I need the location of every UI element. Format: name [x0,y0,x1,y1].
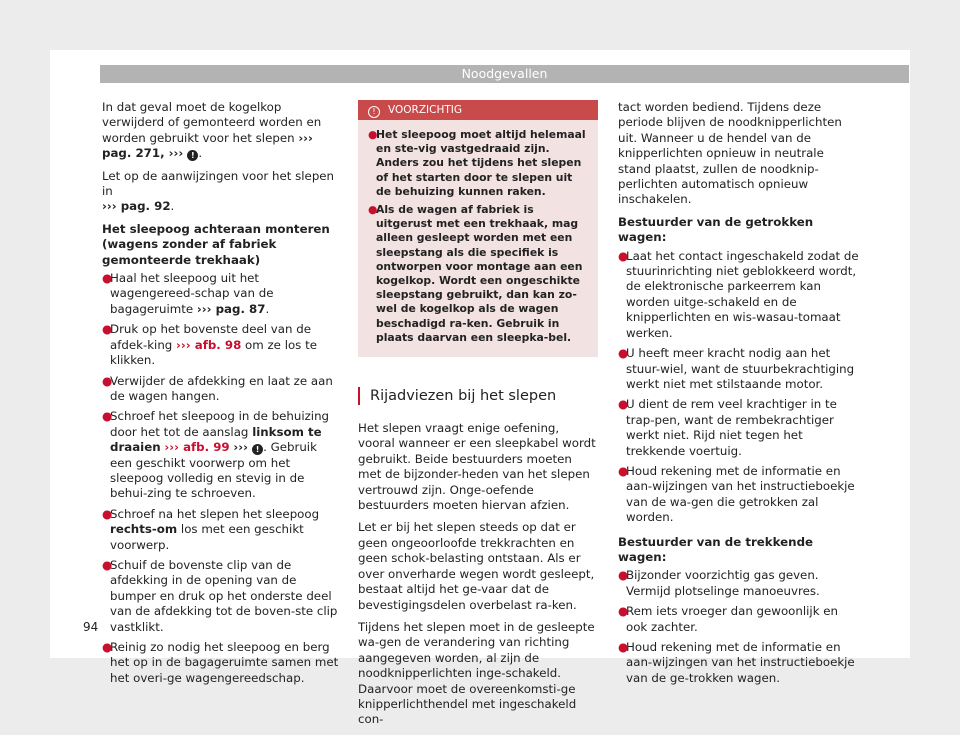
bullet-dot: ● [102,640,113,654]
list-item: ● Reinig zo nodig het sleepoog en berg het op in de bagageruimte samen met het overi-ge wagengereedschap. [102,640,339,685]
section-title: Rijadviezen bij het slepen [358,387,598,405]
page-reference[interactable]: ››› pag. 271, ››› [102,130,313,161]
list-item: ● Haal het sleepoog uit het wagengereed-schap van de bagageruimte ››› pag. 87. [102,271,274,316]
list-item: ● U heeft meer kracht nodig aan het stuur-wiel, want de stuurbekrachtiging werkt niet met stilstaande motor. [618,346,855,391]
paragraph: tact worden bediend. Tijdens deze periode blijven de noodknipperlichten uit. Wanneer u de hendel van de knipperlichten opnieuw in neutrale stand plaatst, zullen de noodknip-perlichten automatisch opnieuw inschakelen. [618,100,842,207]
bullet-dot: ● [102,557,113,572]
column-left [102,100,342,691]
paragraph: Let er bij het slepen steeds op dat er geen ongeoorloofde trekkrachten en geen schok-belasting ontstaan. Als er over onverharde wegen wordt gesleept, bestaat altijd het ge-vaar dat de bevestigingsdelen overbelast ra-ken. [358,520,595,612]
paragraph: Het slepen vraagt enige oefening, vooral wanneer er een sleepkabel wordt gebruikt. Beide bestuurders moeten met de bijzonder-heden van het slepen vertrouwd zijn. Onge-oefende bestuurders moeten hiervan afzien. [358,421,596,513]
warning-header: ! VOORZICHTIG [358,100,598,120]
figure-reference[interactable]: ››› afb. 98 [176,337,242,352]
paragraph: Let op de aanwijzingen voor het slepen in ››› pag. 92. [102,168,335,214]
list-item: ● Als de wagen af fabriek is uitgerust met een trekhaak, mag alleen gesleept worden met een sleepstang als die specifiek is ontworpen voor montage aan een kogelkop. Wordt een ongeschikte sleepstang gebruikt, dan kan zo-wel de kogelkop als de wagen beschadigd ra-ken. Gebruik in plaats daarvan een sleepka-bel. [368,203,583,344]
list-item: ● Het sleepoog moet altijd helemaal en ste-vig vastgedraaid zijn. Anders zou het tijdens het slepen of het starten door te slepen uit de behuizing kunnen raken. [368,128,586,198]
bullet-dot: ● [618,346,629,361]
warning-icon: ! [368,106,380,118]
bullet-dot: ● [102,271,113,286]
bullet-dot: ● [102,409,113,424]
list-item: ● U dient de rem veel krachtiger in te trap-pen, want de rembekrachtiger werkt niet. Rijd niet tegen het trekkende voertuig. [618,397,837,458]
bullet-dot: ● [618,397,629,412]
bullet-dot: ● [368,203,378,217]
section-header: Noodgevallen [100,65,909,83]
column-middle [358,100,598,735]
paragraph: In dat geval moet de kogelkop verwijderd of gemonteerd worden en worden gebruikt voor het slepen ››› pag. 271, ››› ! . [102,100,322,161]
bullet-dot: ● [102,322,113,337]
list-item: ● Schuif de bovenste clip van de afdekking in de opening van de bumper en druk op het onderste deel van de afdekking tot de boven-ste clip vastklikt. [102,557,338,634]
warning-body [358,120,598,345]
figure-reference[interactable]: ››› afb. 99 [164,440,230,455]
list-item: ● Bijzonder voorzichtig gas geven. Vermijd plotselinge manoeuvres. [618,568,820,598]
column-right [618,100,860,691]
list-item: ● Houd rekening met de informatie en aan-wijzingen van het instructieboekje van de ge-trokken wagen. [618,640,855,685]
list-item: ● Druk op het bovenste deel van de afdek-king ››› afb. 98 om ze los te klikken. [102,322,317,368]
paragraph: Tijdens het slepen moet in de gesleepte wa-gen de verandering van richting aangegeven worden, al zijn de noodknipperlichten inge-schakeld. Daarvoor moet de overeenkomsti-ge knipperlichthendel met ingeschakeld con- [358,619,595,727]
list-item: ● Schroef na het slepen het sleepoog rechts-om los met een geschikt voorwerp. [102,506,320,552]
list-item: ● Houd rekening met de informatie en aan-wijzingen van het instructieboekje van de wa-gen die getrokken zal worden. [618,463,855,525]
page-reference[interactable]: ››› pag. 87 [196,301,266,316]
list-item: ● Verwijder de afdekking en laat ze aan de wagen hangen. [102,373,333,403]
subheading: Het sleepoog achteraan monteren (wagens zonder af fabriek gemonteerde trekhaak) [102,221,330,267]
warning-icon: ! [187,150,198,161]
bullet-dot: ● [102,373,113,388]
warning-icon: ! [252,444,263,455]
list-item: ● Laat het contact ingeschakeld zodat de stuurinrichting niet geblokkeerd wordt, de elektronische parkeerrem kan worden uitge-schakeld en de knipperlichten en wis-wasau-tomaat werken. [618,248,859,340]
list-item: ● Rem iets vroeger dan gewoonlijk en ook zachter. [618,604,839,634]
subheading: Bestuurder van de trekkende wagen: [618,534,814,564]
page-number: 94 [83,620,99,634]
bullet-dot: ● [618,604,629,619]
bullet-dot: ● [618,640,629,654]
bullet-dot: ● [368,128,378,141]
page-reference[interactable]: ››› pag. 92 [102,199,171,214]
bullet-dot: ● [618,463,629,478]
bullet-dot: ● [102,506,113,521]
list-item: ● Schroef het sleepoog in de behuizing door het tot de aanslag linksom te draaien ››› afb. 99 ››› ! . Gebruik een geschikt voorwerp om het sleepoog volledig en stevig in de behui-zing te schroeven. [102,409,330,501]
subheading: Bestuurder van de getrokken wagen: [618,214,814,245]
bullet-dot: ● [618,568,629,583]
page [50,50,910,727]
warning-box [358,100,598,357]
bullet-dot: ● [618,248,629,263]
